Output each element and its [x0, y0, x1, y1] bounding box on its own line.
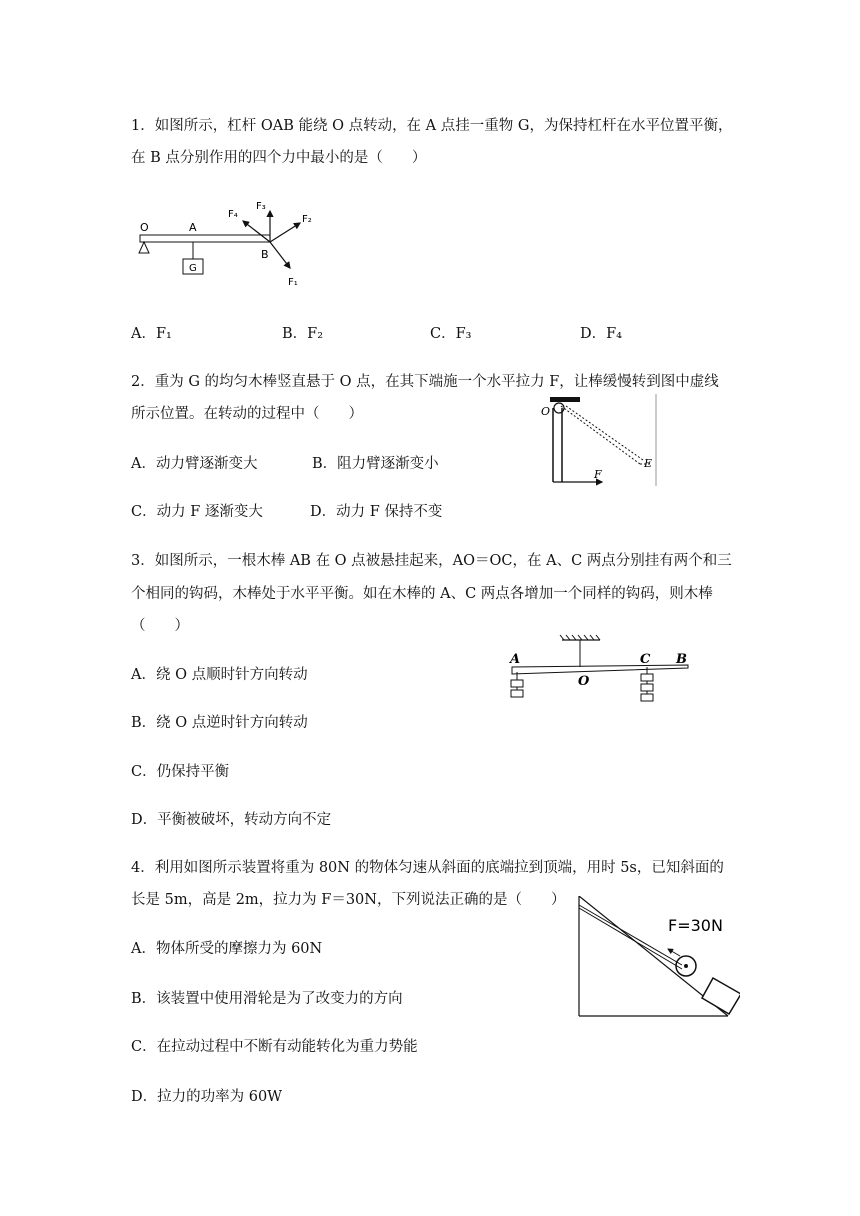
- q4-option-a[interactable]: A．物体所受的摩擦力为 60N: [131, 941, 323, 957]
- q4-stem-line1: 4．利用如图所示装置将重为 80N 的物体匀速从斜面的底端拉到顶端，用时 5s，已知斜面的: [131, 860, 724, 876]
- q4-incline-figure: [578, 896, 740, 1020]
- q2-label-e: E: [644, 457, 653, 470]
- q1-label-f1: F₁: [288, 277, 298, 288]
- q1-label-b: B: [261, 248, 269, 261]
- q1-option-a[interactable]: A．F₁: [131, 326, 172, 342]
- q2-option-c[interactable]: C．动力 F 逐渐变大: [131, 504, 263, 520]
- q4-option-d[interactable]: D．拉力的功率为 60W: [131, 1089, 283, 1105]
- q3-stem-line3: （ ）: [131, 618, 189, 634]
- q2-option-d[interactable]: D．动力 F 保持不变: [310, 504, 443, 520]
- q1-label-o: O: [140, 221, 149, 234]
- q3-label-b: B: [676, 652, 687, 667]
- q1-label-g: G: [189, 263, 197, 274]
- q2-stem-line1: 2．重为 G 的均匀木棒竖直悬于 O 点，在其下端施一个水平拉力 F，让棒缓慢转到图中虚线: [131, 374, 719, 390]
- q3-label-o: O: [578, 674, 590, 689]
- q1-label-f3: F₃: [256, 201, 266, 212]
- q2-label-o: O: [541, 405, 551, 418]
- q3-label-a: A: [510, 652, 521, 667]
- q1-option-d[interactable]: D．F₄: [580, 326, 622, 342]
- q4-stem-line2: 长是 5m，高是 2m，拉力为 F＝30N，下列说法正确的是（ ）: [131, 892, 566, 908]
- q4-option-b[interactable]: B．该装置中使用滑轮是为了改变力的方向: [131, 991, 403, 1007]
- q3-option-c[interactable]: C．仍保持平衡: [131, 764, 230, 780]
- q3-label-c: C: [640, 652, 651, 667]
- q1-label-f4: F₄: [228, 209, 238, 220]
- q1-option-c[interactable]: C．F₃: [430, 326, 472, 342]
- q3-option-d[interactable]: D．平衡被破坏，转动方向不定: [131, 812, 332, 828]
- q1-stem-line2: 在 B 点分别作用的四个力中最小的是（ ）: [131, 150, 427, 166]
- q3-stem-line2: 个相同的钩码，木棒处于水平平衡。如在木棒的 A、C 两点各增加一个同样的钩码，则木棒: [131, 586, 713, 602]
- q2-rod-figure: [538, 394, 658, 486]
- q1-label-a: A: [189, 221, 197, 234]
- q2-option-b[interactable]: B．阻力臂逐渐变小: [312, 456, 439, 472]
- q1-lever-figure: [130, 195, 330, 290]
- q1-stem-line1: 1．如图所示，杠杆 OAB 能绕 O 点转动，在 A 点挂一重物 G，为保持杠杆在水平位置平衡，: [131, 118, 733, 134]
- q4-label-f: F=30N: [668, 916, 723, 935]
- q1-label-f2: F₂: [302, 214, 312, 225]
- q2-stem-line2: 所示位置。在转动的过程中（ ）: [131, 406, 363, 422]
- q2-label-f: F: [594, 468, 602, 481]
- q3-option-b[interactable]: B．绕 O 点逆时针方向转动: [131, 715, 308, 731]
- q2-option-a[interactable]: A．动力臂逐渐变大: [131, 456, 258, 472]
- q3-option-a[interactable]: A．绕 O 点顺时针方向转动: [131, 667, 308, 683]
- q4-option-c[interactable]: C．在拉动过程中不断有动能转化为重力势能: [131, 1039, 418, 1055]
- q1-option-b[interactable]: B．F₂: [282, 326, 324, 342]
- q3-stick-figure: [500, 634, 700, 714]
- q3-stem-line1: 3．如图所示，一根木棒 AB 在 O 点被悬挂起来，AO＝OC，在 A、C 两点分别挂有两个和三: [131, 553, 732, 569]
